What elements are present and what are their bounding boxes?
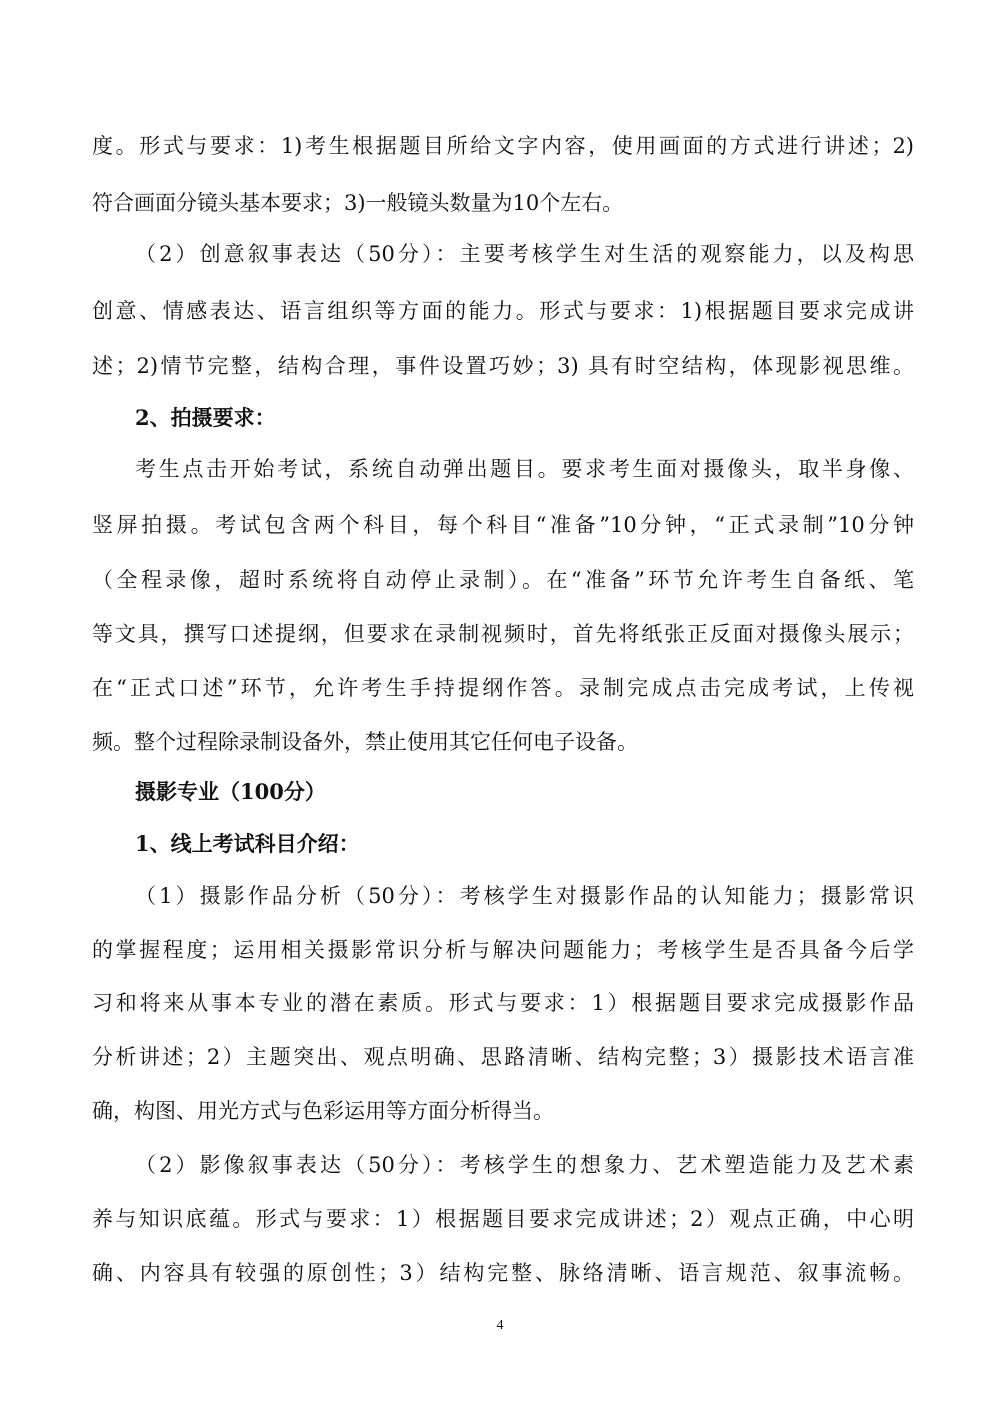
text-line: （2）影像叙事表达（50分）：考核学生的想象力、艺术塑造能力及艺术素	[135, 1153, 914, 1177]
text-line: 述；2)情节完整，结构合理，事件设置巧妙；3) 具有时空结构，体现影视思维。	[92, 354, 914, 378]
page-number: 4	[496, 1318, 504, 1333]
text-line: 分析讲述；2）主题突出、观点明确、思路清晰、结构完整；3）摄影技术语言准	[92, 1045, 914, 1069]
text-line: 习和将来从事本专业的潜在素质。形式与要求：1）根据题目要求完成摄影作品	[92, 991, 914, 1015]
section-heading: 1、线上考试科目介绍：	[135, 831, 360, 856]
text-line: 确，构图、用光方式与色彩运用等方面分析得当。	[92, 1099, 554, 1123]
text-line: 确、内容具有较强的原创性；3）结构完整、脉络清晰、语言规范、叙事流畅。	[92, 1261, 914, 1285]
text-line: 创意、情感表达、语言组织等方面的能力。形式与要求：1)根据题目要求完成讲	[92, 299, 914, 323]
text-line: （全程录像，超时系统将自动停止录制）。在“准备”环节允许考生自备纸、笔	[92, 568, 914, 592]
text-line: 考生点击开始考试，系统自动弹出题目。要求考生面对摄像头，取半身像、	[135, 457, 914, 481]
section-heading: 2、拍摄要求：	[135, 405, 276, 430]
text-line: （2）创意叙事表达（50分）：主要考核学生对生活的观察能力，以及构思	[135, 242, 914, 266]
text-line: 的掌握程度；运用相关摄影常识分析与解决问题能力；考核学生是否具备今后学	[92, 938, 914, 962]
text-line: 度。形式与要求：1)考生根据题目所给文字内容，使用画面的方式进行讲述；2)	[92, 134, 914, 158]
text-line: 在“正式口述”环节，允许考生手持提纲作答。录制完成点击完成考试，上传视	[92, 676, 914, 700]
text-line: 频。整个过程除录制设备外，禁止使用其它任何电子设备。	[92, 730, 638, 754]
text-line: （1）摄影作品分析（50分）：考核学生对摄影作品的认知能力；摄影常识	[135, 884, 914, 908]
text-line: 竖屏拍摄。考试包含两个科目，每个科目“准备”10分钟，“正式录制”10分钟	[92, 513, 914, 537]
text-line: 等文具，撰写口述提纲，但要求在录制视频时，首先将纸张正反面对摄像头展示；	[92, 622, 914, 646]
section-heading: 摄影专业（100分）	[135, 779, 326, 804]
text-line: 养与知识底蕴。形式与要求：1）根据题目要求完成讲述；2）观点正确，中心明	[92, 1207, 914, 1231]
text-line: 符合画面分镜头基本要求；3)一般镜头数量为10个左右。	[92, 191, 624, 215]
